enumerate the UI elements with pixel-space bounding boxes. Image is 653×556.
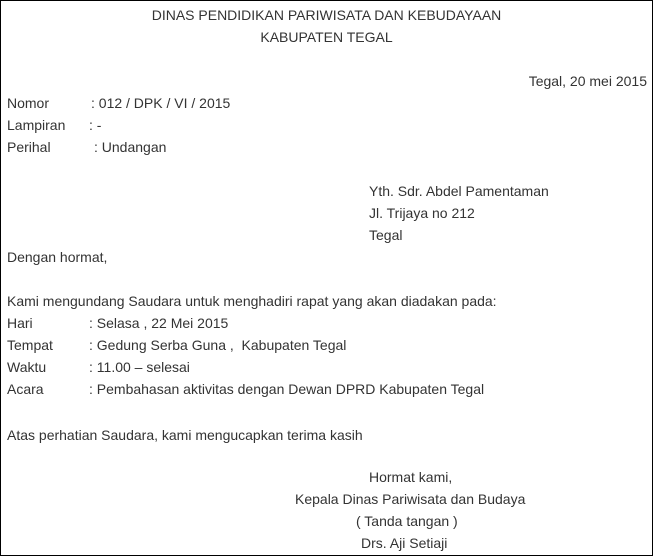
meta-label-nomor: Nomor bbox=[7, 95, 50, 111]
recipient-name: Yth. Sdr. Abdel Pamentaman bbox=[369, 183, 549, 199]
meta-value-perihal: : Undangan bbox=[94, 139, 167, 155]
closing-text: Atas perhatian Saudara, kami mengucapkan terima kasih bbox=[7, 427, 363, 443]
detail-value-acara: : Pembahasan aktivitas dengan Dewan DPRD Kabupaten Tegal bbox=[89, 381, 485, 397]
header-region: KABUPATEN TEGAL bbox=[260, 29, 393, 45]
signature-name: Drs. Aji Setiaji bbox=[361, 535, 448, 551]
detail-label-hari: Hari bbox=[7, 315, 33, 331]
meta-value-lampiran: : - bbox=[89, 117, 102, 133]
recipient-address: Jl. Trijaya no 212 bbox=[369, 205, 475, 221]
header-agency: DINAS PENDIDIKAN PARIWISATA DAN KEBUDAYAAN bbox=[151, 7, 502, 23]
meta-label-perihal: Perihal bbox=[7, 139, 51, 155]
detail-value-waktu: : 11.00 – selesai bbox=[89, 359, 190, 375]
meta-label-lampiran: Lampiran bbox=[7, 117, 66, 133]
detail-value-tempat: : Gedung Serba Guna , Kabupaten Tegal bbox=[89, 337, 347, 353]
letter-date: Tegal, 20 mei 2015 bbox=[528, 73, 647, 89]
meta-value-nomor: : 012 / DPK / VI / 2015 bbox=[91, 95, 231, 111]
signature-title: Kepala Dinas Pariwisata dan Budaya bbox=[295, 491, 526, 507]
detail-label-acara: Acara bbox=[7, 381, 44, 397]
detail-value-hari: : Selasa , 22 Mei 2015 bbox=[89, 315, 229, 331]
detail-label-tempat: Tempat bbox=[7, 337, 53, 353]
recipient-city: Tegal bbox=[369, 227, 403, 243]
greeting: Dengan hormat, bbox=[7, 249, 108, 265]
signature-placeholder: ( Tanda tangan ) bbox=[356, 513, 458, 529]
intro-text: Kami mengundang Saudara untuk menghadiri rapat yang akan diadakan pada: bbox=[7, 293, 497, 309]
signature-greeting: Hormat kami, bbox=[369, 469, 453, 485]
detail-label-waktu: Waktu bbox=[7, 359, 47, 375]
